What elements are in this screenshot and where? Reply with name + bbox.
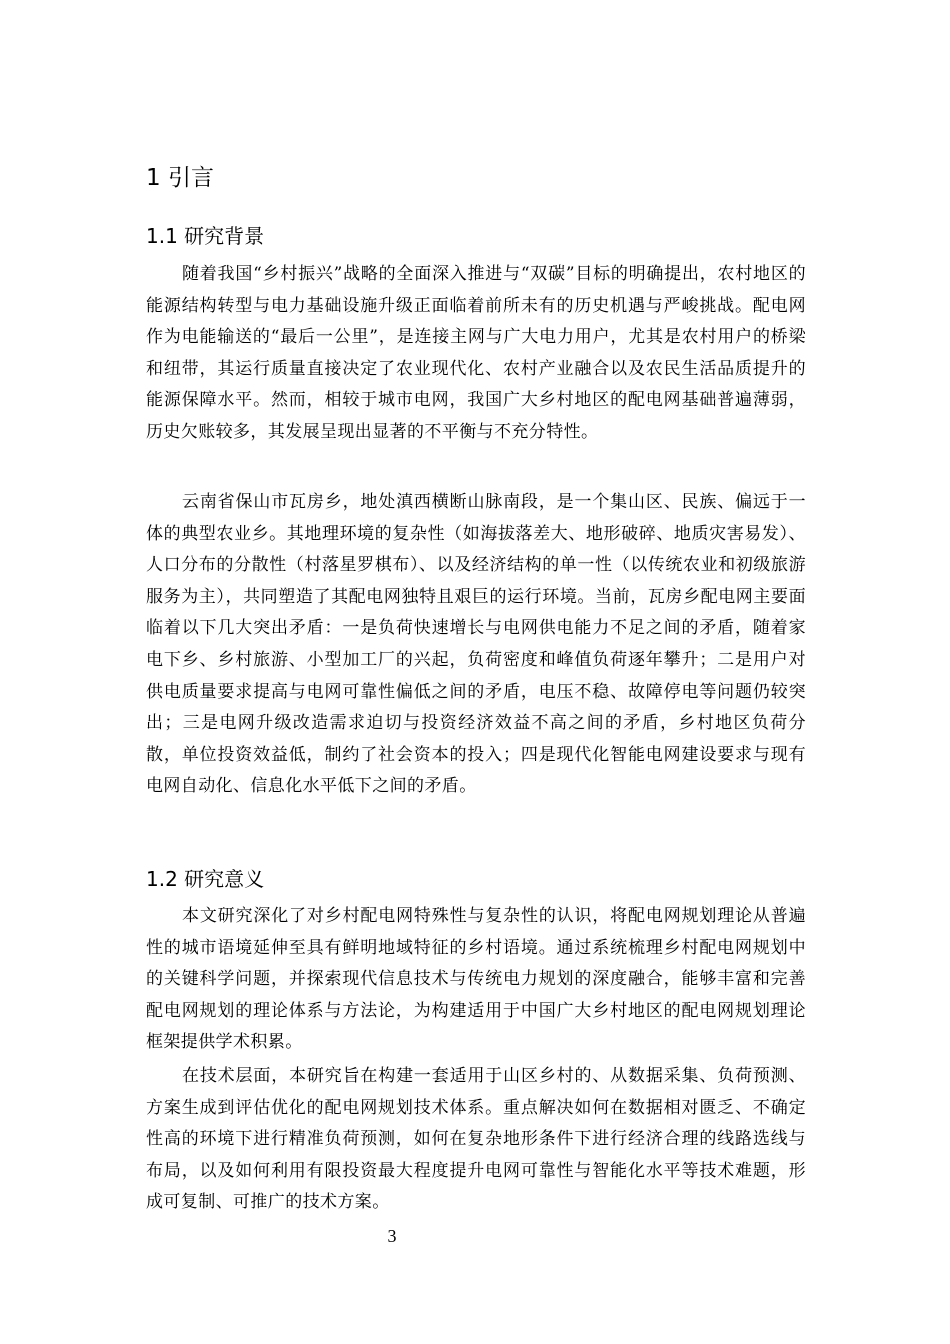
paragraph-background-1: 随着我国“乡村振兴”战略的全面深入推进与“双碳”目标的明确提出，农村地区的能源结构转型与电力基础设施升级正面临着前所未有的历史机遇与严峻挑战。配电网作为电能输送的“最后一公里”，是连接主网与广大电力用户，尤其是农村用户的桥梁和纽带，其运行质量直接决定了农业现代化、农村产业融合以及农民生活品质提升的能源保障水平。然而，相较于城市电网，我国广大乡村地区的配电网基础普遍薄弱，历史欠账较多，其发展呈现出显著的不平衡与不充分特性。 (146, 264, 806, 442)
paragraph-background-2: 云南省保山市瓦房乡，地处滇西横断山脉南段，是一个集山区、民族、偏远于一体的典型农业乡。其地理环境的复杂性（如海拔落差大、地形破碎、地质灾害易发）、人口分布的分散性（村落星罗棋布）、以及经济结构的单一性（以传统农业和初级旅游服务为主），共同塑造了其配电网独特且艰巨的运行环境。当前，瓦房乡配电网主要面临着以下几大突出矛盾：一是负荷快速增长与电网供电能力不足之间的矛盾，随着家电下乡、乡村旅游、小型加工厂的兴起，负荷密度和峰值负荷逐年攀升；二是用户对供电质量要求提高与电网可靠性偏低之间的矛盾，电压不稳、故障停电等问题仍较突出；三是电网升级改造需求迫切与投资经济效益不高之间的矛盾，乡村地区负荷分散，单位投资效益低，制约了社会资本的投入；四是现代化智能电网建设要求与现有电网自动化、信息化水平低下之间的矛盾。 (146, 492, 806, 797)
section-title-significance: 1.2 研究意义 (146, 867, 265, 891)
paragraph-significance-2: 在技术层面，本研究旨在构建一套适用于山区乡村的、从数据采集、负荷预测、方案生成到评估优化的配电网规划技术体系。重点解决如何在数据相对匮乏、不确定性高的环境下进行精准负荷预测，如何在复杂地形条件下进行经济合理的线路选线与布局，以及如何利用有限投资最大程度提升电网可靠性与智能化水平等技术难题，形成可复制、可推广的技术方案。 (146, 1066, 806, 1213)
chapter-title: 1 引言 (146, 165, 214, 191)
paragraph-significance-1: 本文研究深化了对乡村配电网特殊性与复杂性的认识，将配电网规划理论从普遍性的城市语境延伸至具有鲜明地域特征的乡村语境。通过系统梳理乡村配电网规划中的关键科学问题，并探索现代信息技术与传统电力规划的深度融合，能够丰富和完善配电网规划的理论体系与方法论，为构建适用于中国广大乡村地区的配电网规划理论框架提供学术积累。 (146, 906, 806, 1053)
page-number: 3 (387, 1226, 397, 1246)
section-title-background: 1.1 研究背景 (146, 224, 265, 248)
